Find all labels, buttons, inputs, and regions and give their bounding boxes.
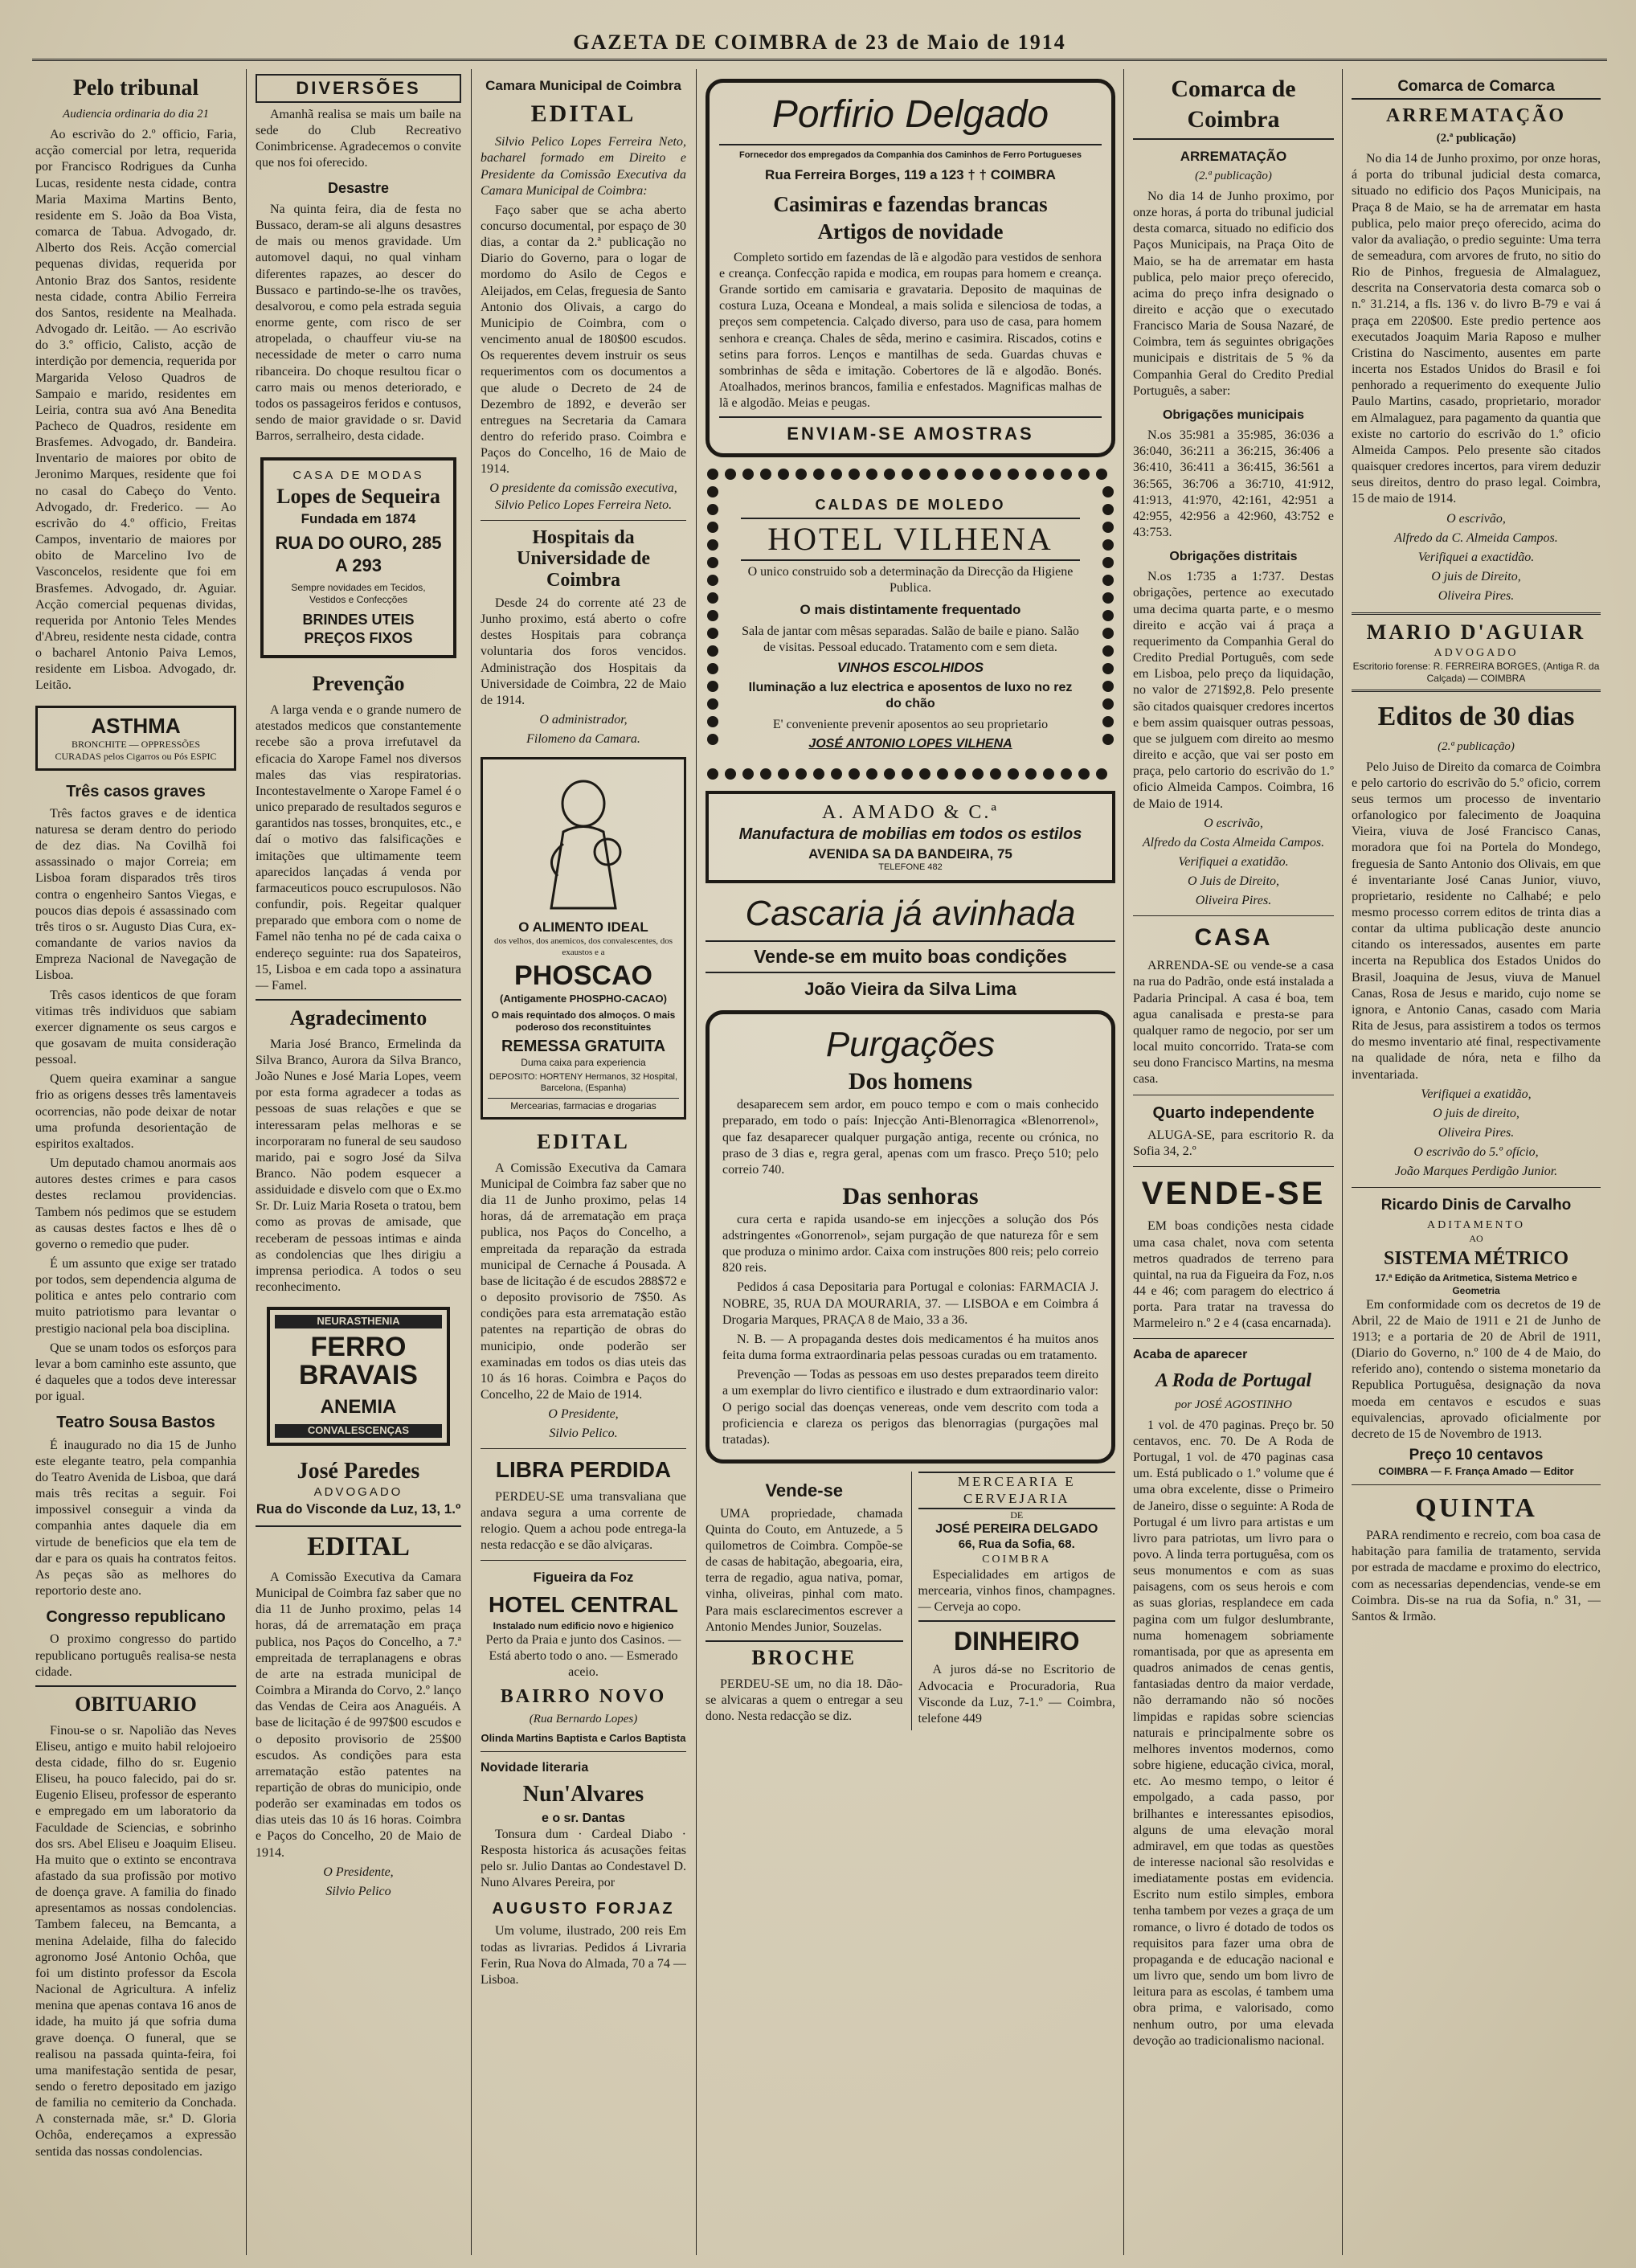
phoscao-audience: dos velhos, dos anemicos, dos convalescentes, dos exaustos e a [493, 935, 673, 957]
border-bead [813, 469, 824, 480]
casa-text: ARRENDA-SE ou vende-se a casa na rua do Padrão, onde está instalada a Padaria Principal. A casa é boa, tem agua canalisada e presta-se para qualquer ramo de negocio, por ser um local muito concorrido. Trata-se com seu dono Francisco Martins, na mesma casa. [1133, 959, 1334, 1087]
arrematacao-sig3: Verifiquei a exatidão. [1178, 854, 1289, 869]
column-5 [1133, 69, 1334, 2255]
border-bead [1102, 522, 1114, 533]
vende-se-title: Vende-se [765, 1480, 844, 1500]
paredes-role: ADVOGADO [313, 1484, 403, 1499]
bottom-right-ads [911, 1472, 1116, 1730]
phoscao-title: PHOSCAO [514, 960, 652, 991]
border-bead [1102, 681, 1114, 692]
mario-aguiar-ad [1352, 612, 1601, 692]
hospitais-text: Desde 24 do corrente até 23 de Junho proximo, está aberto o cofre destes Hospitais para cobrança voluntaria dos foros vencidos. Administração dos Hospitais da Universidade de Coimbra, 22 de Maio de 1914. [481, 596, 686, 707]
sistema-text: Em conformidade com os decretos de 19 de Abril, 22 de Maio de 1911 e 21 de Junho de 1913; e a portaria de 20 de Abril de 1911, (Diario do Governo, n.º 100 de 4 de Maio, do referido ano), contendo o sistema monetario da Republica Portuguêsa, designação da nova moeda em centavos e escudos e suas equivalencias, aprovado oficialmente por decreto de 15 de Novembro de 1913. [1352, 1297, 1601, 1441]
tres-casos-text: Que se unam todos os esforços para levar a bom caminho este assunto, que é daqueles que a todos deve interessar por igual. [35, 1341, 236, 1404]
hospitais-signature-role: O administrador, [539, 713, 628, 727]
broche-title: BROCHE [706, 1640, 903, 1672]
tribunal-subtitle: Audiencia ordinaria do dia 21 [63, 108, 209, 121]
border-bead [1043, 469, 1054, 480]
porfirio-address: Rua Ferreira Borges, 119 a 123 † † COIMBRA [765, 167, 1056, 183]
bairro-novo-title: BAIRRO NOVO [500, 1685, 667, 1707]
arrematacao-text: No dia 14 de Junho proximo, por onze horas, á porta do tribunal judicial desta comarca, situado no edificio dos Paços Municipais, na Praça 8 de Maio, se ha de arrematar em hasta publica, pelo maior preço oferecido, acima do valor da avaliação, o predio seguinte: Uma terra de semeadura, com arvores de fruto, no sitio do Rio de Pinhos, freguesia de Almalaguez, descrita na Conservatoria desta comarca sob o n.º 31.214, a fls. 136 v. do livro B-79 e vai á praça em 220$00. Este predio pertence aos executados Joaquim Maria Raposo e mulher Cristina do Nascimento, ausentes em parte incerta nos Estados Unidos do Brasil e foi penhorado a requerimento do exequente Julio Paulo Martins, casado, proprietario, morador em Almalaguez, para pagamento da quantia que existe no cartorio do escrivão do 1.º oficio Almeida Campos. Pelo presente são citados quaisquer credores incertos, para virem deduzir seus direitos, dentro do praso legal. Coimbra, 15 de maio de 1914. [1352, 152, 1601, 506]
column-2 [256, 69, 461, 2255]
border-bead [831, 469, 842, 480]
casa-title: CASA [1194, 924, 1273, 952]
editos-text: Pelo Juiso de Direito da comarca de Coimbra e pelo cartorio do escrivão do 5.º oficio, correm seus termos um processo de inventario orfanologico por falecimento de Joaquina Vieira, viuva de José Francisco Canas, moradora que foi na Portela do Mondego, freguesia de Santo Antonio dos Olivais, em que é inventariante José Canas Junior, viuvo, proprietario, residente no Calhabé; e pelo mesmo processo correm editos de trinta dias a contar da ultima publicação deste anuncio citando os interessados, ausentes em parte incerta na Republica dos Estados Unidos do Brasil, Joaquina de Jesus, viuva de Manuel Canas, Rosa de Jesus e marido, cujo nome se ignora, e Antonio Canas, casado com Maria Rita de Jesus, para assistirem a todos os termos do mesmo inventario até final, respectivamente na qualidade de nóra, neta e filho da inventariada. [1352, 759, 1601, 1082]
comarca-title: Comarca de Coimbra [1133, 74, 1334, 140]
column-rule [246, 69, 247, 2255]
column-rule [471, 69, 472, 2255]
forjaz-title: AUGUSTO FORJAZ [492, 1900, 675, 1918]
tribunal-title: Pelo tribunal [72, 76, 199, 100]
porfirio-subtitle: Fornecedor dos empregados da Companhia dos Caminhos de Ferro Portugueses [738, 150, 1082, 161]
purgacoes-women-heading: Das senhoras [842, 1183, 979, 1210]
mercearia-text: Especialidades em artigos de mercearia, vinhos finos, champagnes. — Cerveja ao copo. [918, 1567, 1115, 1614]
porfirio-heading-1: Casimiras e fazendas brancas [773, 191, 1048, 216]
arrematacao-sig1: O escrivão, [1204, 816, 1263, 830]
border-bead [919, 768, 930, 780]
modas-name: Lopes de Sequeira [276, 485, 440, 509]
paredes-name: José Paredes [297, 1458, 420, 1484]
border-bead [707, 575, 718, 586]
border-bead [707, 681, 718, 692]
border-bead [707, 486, 718, 497]
mario-name: MARIO D'AGUIAR [1366, 620, 1586, 645]
border-bead [1102, 486, 1114, 497]
paredes-ad [256, 1457, 461, 1518]
tres-casos-title: Três casos graves [66, 782, 206, 800]
border-bead [1096, 469, 1107, 480]
edital2-text: A Comissão Executiva da Camara Municipal de Coimbra faz saber que no dia 11 de Junho proximo, pelas 14 horas, dá de arrematação em praça publica, nos Paços do Concelho, a empreitada da reparação da estrada municipal de Cernache á Pousada. A base de licitação é de escudos 288$72 e o deposito provisorio de 7$50. As condições para esta arrematação estão patentes na repartição de obras do municipio, onde poderão ser examinadas em todos os dias uteis das 10 ás 16 horas. Coimbra e Paços do Concelho, 22 de Maio de 1914. [481, 1161, 686, 1402]
vilhena-lighting: Iluminação a luz electrica e aposentos de luxo no rez do chão [748, 680, 1073, 710]
border-bead [972, 768, 984, 780]
tres-casos-text: É um assunto que exige ser tratado por todos, sem dependencia alguma de politica e antes pelo contrario com muito patriotismo para levantar o prestigio nacional pela boa disciplina. [35, 1257, 236, 1336]
arrematacao-title: ARREMATAÇÃO [1385, 104, 1567, 126]
border-bead [707, 522, 718, 533]
hospitais-title: Hospitais da Universidade de Coimbra [516, 526, 650, 591]
quarto-text: ALUGA-SE, para escritorio R. da Sofia 34, 2.º [1133, 1128, 1334, 1158]
editos-sig1: Verifiquei a exatidão, [1421, 1087, 1532, 1101]
teatro-text: É inaugurado no dia 15 de Junho este elegante teatro, pela companhia do Teatro Avenida de Lisboa, que dará mais três recitas a seguir. Foi impossivel conseguir a vinda da companhia antes daquele dia em virtude de beneficios que ela tem de dar e para os quais ha contratos feitos. As peças são as melhores do reportorio deste ano. [35, 1438, 236, 1598]
column-rule [1342, 69, 1343, 2255]
cascaria-owner: João Vieira da Silva Lima [804, 979, 1016, 1000]
hotel-central-title: HOTEL CENTRAL [489, 1591, 678, 1617]
edital-signature-role: O Presidente, [323, 1865, 394, 1879]
novidade-title: Novidade literaria [481, 1761, 589, 1775]
cascaria-title: Cascaria já avinhada [745, 893, 1076, 933]
mercearia-de: DE [1010, 1509, 1024, 1521]
column-rule [696, 69, 697, 2255]
phoscao-ideal: O ALIMENTO IDEAL [518, 919, 648, 935]
edital-text: A Comissão Executiva da Camara Municipal de Coimbra faz saber que no dia 11 de Junho proximo, pelas 14 horas, dá de arrematação em praça publica, nos Paços do Concelho, a 7.ª empreitada de terraplanagens e obras de arte na estrada municipal de Coimbra a Miranda do Corvo, 2.º lanço das Vendas de Ceira aos Anaguéis. A base de licitação é de 997$00 escudos e o deposito provisorio de 25$00 escudos. As condições para esta arrematação estão patentes na repartição de obras do municipio, onde poderão ser examinadas em todos os dias uteis das 10 ás 16 horas. Coimbra e Paços do Concelho, 20 de Maio de 1914. [256, 1570, 461, 1860]
acaba-title: Acaba de aparecer [1133, 1348, 1248, 1362]
edital2-signature-role: O Presidente, [548, 1407, 619, 1422]
purgacoes-note: N. B. — A propaganda destes dois medicamentos é ha muitos anos feita duma forma extraordinaria pelas pessoas curadas ou em tratamento. [722, 1332, 1098, 1363]
modas-gifts: BRINDES UTEIS [302, 612, 415, 628]
libra-text: PERDEU-SE uma transvaliana que andava segura a uma corrente de relogio. Quem a achou pode entrega-la nesta redacção e se dão alviçaras. [481, 1489, 686, 1553]
border-bead [1008, 469, 1019, 480]
dinheiro-text: A juros dá-se no Escritorio de Advocacia e Procuradoria, Rua Visconde da Luz, 7-1.º — Coimbra, telefone 449 [918, 1663, 1115, 1726]
editos-title: Editos de 30 dias [1377, 701, 1575, 731]
purgacoes-prevention: Prevenção — Todas as pessoas em uso destes preparados teem direito a um exemplar do livro cientifico e ilustrado e dum extraordinario valor: O perigo social das doenças venereas, onde vem descrito com toda a proficiencia e clareza os perigos das blenorragias (purgações mal tratadas). [722, 1368, 1098, 1447]
border-bead [937, 469, 948, 480]
column-1 [35, 69, 236, 2255]
roda-author: por JOSÉ AGOSTINHO [1175, 1398, 1292, 1411]
sistema-title: SISTEMA MÉTRICO [1383, 1248, 1569, 1270]
border-bead [1102, 610, 1114, 621]
vilhena-wines: VINHOS ESCOLHIDOS [836, 660, 984, 676]
border-bead [707, 469, 718, 480]
mario-role: ADVOGADO [1434, 647, 1519, 660]
border-bead [707, 557, 718, 568]
amado-phone: TELEFONE 482 [878, 862, 943, 872]
obrigacoes-municipais-text: N.os 35:981 a 35:985, 36:036 a 36:040, 36:211 a 36:215, 36:406 a 36:410, 36:411 a 36:415, 36:561 a 36:565, 36:706 a 36:710, 41:912, 41:913, 41:970, 42:161, 42:951 a 42:955, 42:956 a 42:960, 43:752 e 43:753. [1133, 428, 1334, 540]
border-bead [796, 768, 807, 780]
border-bead [707, 592, 718, 604]
comarca-title: Comarca de Comarca [1352, 77, 1601, 100]
ferro-anemia: ANEMIA [320, 1395, 397, 1418]
agradecimento-text: Maria José Branco, Ermelinda da Silva Branco, Aurora da Silva Branco, João Nunes e José Maria Lopes, veem por esta forma agradecer a todas as pessoas de suas relações e que se interessaram pelas melhoras e se incorporaram no funeral de seu saudoso marido, pai e sogro José da Silva Branco. Não podem esquecer a assiduidade e disvelo com que o Ex.mo Sr. Dr. Luiz Maria Roseta o tratou, bem como as provas de amisade, que receberam de pessoas intimas e ainda as condolencias que lhes dirigiu a imprensa periodica. A todos o seu reconhecimento. [256, 1037, 461, 1295]
prevencao-text: A larga venda e o grande numero de atestados medicos que constantemente recebe são a prova irrefutavel da eficacia do Xarope Famel nos diversos males das vias respiratorias. Incontestavelmente o Xarope Famel é o unico preparado de resultados seguros e garantidos nas tosses, bronquites, etc., e daí o motivo das falsificações e imitações que ultimamente teem aparecidos lançadas á venda por farmaceuticos pouco escrupulosos. Não confundir, pois. Regeitar qualquer preparado que embora com o nome de Famel não tenha no pé de cada caixa o endereço seguinte: rua dos Sapateiros, 15, Lisboa e em cada topo a assinatura — Famel. [256, 703, 461, 993]
border-bead [707, 768, 718, 780]
border-bead [955, 469, 966, 480]
border-bead [778, 469, 789, 480]
cascaria-ad [706, 891, 1115, 1001]
ao: AO [1469, 1233, 1483, 1245]
arrematacao-sig2: Alfredo da C. Almeida Campos. [1394, 530, 1558, 545]
column-4 [706, 69, 1115, 2255]
border-bead [707, 628, 718, 639]
vende-se-title: VENDE-SE [1141, 1176, 1326, 1211]
phoscao-deposit: DEPOSITO: HORTENY Hermanos, 32 Hospital, Barcelona, (Espanha) [489, 1072, 678, 1094]
diversoes-title: DIVERSÕES [256, 74, 461, 103]
ferro-convalescencas: CONVALESCENÇAS [275, 1424, 442, 1437]
ferro-neurasthenia: NEURASTHENIA [275, 1315, 442, 1328]
tres-casos-text: Três casos identicos de que foram vitimas três individuos que sabiam exercer dignamente os seus cargos e que gosavam de muita consideração pessoal. [35, 988, 236, 1067]
border-bead [1102, 698, 1114, 710]
arrematacao-sig3: Verifiquei a exactidão. [1417, 550, 1535, 564]
border-bead [884, 469, 895, 480]
edital-title: EDITAL [530, 100, 636, 128]
asthma-subtitle: BRONCHITE — OPPRESSÕES [71, 739, 201, 751]
libra-title: LIBRA PERDIDA [495, 1457, 672, 1483]
masthead: GAZETA DE COIMBRA de 23 de Maio de 1914 [32, 24, 1607, 61]
border-bead [707, 716, 718, 727]
purgacoes-men-heading: Dos homens [848, 1068, 973, 1095]
border-bead [866, 469, 877, 480]
phoscao-tagline: O mais requintado dos almoços. O mais poderoso dos reconstituintes [491, 1009, 676, 1033]
column-6 [1352, 69, 1601, 2255]
vilhena-location: CALDAS DE MOLEDO [815, 497, 1006, 514]
broche-text: PERDEU-SE um, no dia 18. Dão-se alvicaras a quem o entregar a seu dono. Nesta redacção se diz. [706, 1676, 903, 1724]
vilhena-frequented: O mais distintamente frequentado [800, 602, 1021, 618]
editos-subtitle: (2.ª publicação) [1438, 739, 1515, 753]
border-bead [1078, 469, 1090, 480]
purgacoes-title: Purgações [825, 1024, 996, 1064]
figueira-title: Figueira da Foz [533, 1570, 634, 1586]
border-bead [902, 768, 913, 780]
column-3 [481, 69, 686, 2255]
nunalvares-subtitle: e o sr. Dantas [541, 1811, 626, 1825]
border-bead [796, 469, 807, 480]
arrematacao-subtitle: (2.ª publicação) [1195, 170, 1272, 182]
border-bead [849, 469, 860, 480]
border-bead [990, 768, 1001, 780]
border-bead [1096, 768, 1107, 780]
border-bead [990, 469, 1001, 480]
asthma-title: ASTHMA [91, 713, 181, 738]
obrigacoes-municipais-title: Obrigações municipais [1162, 407, 1305, 422]
border-bead [1061, 768, 1072, 780]
border-bead [760, 768, 771, 780]
border-bead [778, 768, 789, 780]
border-bead [742, 469, 754, 480]
phoscao-ad [481, 757, 686, 1120]
quarto-title: Quarto independente [1152, 1103, 1315, 1122]
border-bead [707, 734, 718, 745]
phoscao-offer: REMESSA GRATUITA [501, 1037, 666, 1055]
bottom-left-ads [706, 1472, 903, 1730]
editos-sig2: O juis de direito, [1433, 1106, 1519, 1120]
border-bead [1102, 628, 1114, 639]
ferro-bravais-ad [267, 1307, 450, 1445]
column-rule [1123, 69, 1124, 2255]
border-bead [1043, 768, 1054, 780]
congresso-title: Congresso republicano [46, 1608, 226, 1627]
border-bead [725, 469, 736, 480]
border-bead [1102, 504, 1114, 515]
border-bead [884, 768, 895, 780]
bairro-novo-owners: Olinda Martins Baptista e Carlos Baptista [481, 1731, 686, 1744]
porfirio-title: Porfirio Delgado [719, 91, 1102, 145]
sistema-publisher: COIMBRA — F. França Amado — Editor [1378, 1464, 1574, 1477]
modas-address: RUA DO OURO, 285 A 293 [275, 533, 442, 576]
tres-casos-text: Um deputado chamou anormais aos autores destes crimes e para casos destes reclamou providencias. Tambem nós pedimos que se estudem as causas destes factos e lhes dê o governo o remedio que puder. [35, 1157, 236, 1251]
vende-se-text: UMA propriedade, chamada Quinta do Couto, em Antuzede, a 5 quilometros de Coimbra. Compõe-se de casas de habitação, abegoaria, eira, terra de regadio, agua nativa, pomar, vinha, oliveiras, pinhal com mato. Para mais esclarecimentos escrever a Antonio Mendes Junior, Souzelas. [706, 1506, 903, 1634]
quinta-title: QUINTA [1415, 1493, 1537, 1524]
mario-address: Escritorio forense: R. FERREIRA BORGES, (Antiga R. da Calçada) — COIMBRA [1352, 660, 1600, 684]
amado-tagline: Manufactura de mobilias em todos os estilos [738, 825, 1082, 844]
border-bead [1078, 768, 1090, 780]
bottom-ads-row [706, 1472, 1115, 1730]
edital-signature-name: Silvio Pelico [325, 1884, 391, 1898]
desastre-title: Desastre [327, 180, 390, 197]
cascaria-tagline: Vende-se em muito boas condições [706, 940, 1115, 973]
border-bead [1102, 592, 1114, 604]
border-bead [972, 469, 984, 480]
obituario-text: Finou-se o sr. Napolião das Neves Eliseu, antigo e muito habil relojoeiro desta cidade, filho do sr. Eugenio Eliseu, ha pouco falecido, pai do sr. Eugenio Eliseu, professor de esperanto e empregado em um laboratorio da Faculdade de Sciencias, e sobrinho dos srs. Abel Eliseu e Joaquim Eliseu. Ha muito que o extinto se encontrava afastado da sua profissão por motivo de doença grave. A familia do finado apresentamos as nossas condolencias. Tambem faleceu, na Bemcanta, a menina Adelaide, filha do falecido agronomo José Antonio Ochôa, que foi um distinto professor da Escola Nacional de Agricultura. A infeliz menina que apenas contava 16 anos de idade, ha muito já que sofria duma grave doença. O funeral, que se realisou na passada quinta-feira, foi uma manifestação sentida de pesar, sendo o feretro depositado em jazigo de familia no cemiterio da Conchada. A consternada mãe, sr.ª D. Gloria Ochôa, endereçamos a expressão sentida das nossas condolencias. [35, 1723, 236, 2159]
casa-modas-ad [260, 457, 456, 658]
nunalvares-text: Tonsura dum · Cardeal Diabo · Resposta historica ás acusações feitas pelo sr. Julio Dantas ao Condestavel D. Nuno Alvares Pereira, por [481, 1827, 686, 1890]
amado-title: A. AMADO & C.ª [822, 802, 999, 824]
arrematacao-sig5: Oliveira Pires. [1195, 894, 1272, 908]
mercearia-city: COIMBRA [982, 1553, 1052, 1566]
border-bead [919, 469, 930, 480]
quinta-text: PARA rendimento e recreio, com boa casa de habitação para familia de tratamento, servida por estrada de macdame e proximo do electrico, com as necessarias dependencias, vende-se em Coimbra. Dis-se na rua da Sofia, n.º 31, — Santos & Irmão. [1352, 1529, 1601, 1623]
modas-label: CASA DE MODAS [292, 469, 424, 483]
edital-title: EDITAL [256, 1525, 461, 1565]
border-bead [955, 768, 966, 780]
paredes-address: Rua do Visconde da Luz, 13, 1.º [256, 1500, 461, 1517]
sistema-price: Preço 10 centavos [1409, 1447, 1544, 1464]
purgacoes-ad [706, 1010, 1115, 1464]
border-bead [707, 645, 718, 657]
edital-signature: O presidente da comissão executiva, Silvio Pelico Lopes Ferreira Neto. [489, 481, 677, 512]
border-bead [937, 768, 948, 780]
roda-title: A Roda de Portugal [1155, 1369, 1312, 1391]
border-bead [1102, 663, 1114, 674]
phoscao-stores: Mercearias, farmacias e drogarias [488, 1098, 679, 1112]
diversoes-text: Amanhã realisa se mais um baile na sede do Club Recreativo Conimbricense. Agradecemos o convite que nos foi oferecido. [256, 107, 461, 170]
tres-casos-text: Quem queira examinar a sangue frio as origens desses três lamentaveis ocorrencias, não pode deixar de notar uma profunda desorientação de espiritos exaltados. [35, 1072, 236, 1151]
vilhena-amenities: Sala de jantar com mêsas separadas. Salão de baile e piano. Salão de visitas. Pessoal educado. Tratamento com e sem dieta. [742, 624, 1079, 654]
amado-ad [706, 791, 1115, 883]
arrematacao-sig2: Alfredo da Costa Almeida Campos. [1142, 835, 1325, 849]
arrematacao-text: No dia 14 de Junho proximo, por onze horas, á porta do tribunal judicial desta comarca, situado no edificio dos Paços Municipais, na Praça Oito de Maio, se ha de arrematar em hasta publica, pelo maior preço oferecido, acima do preço infra designado o direito e acção que o executado Francisco Maria de Sousa Nazaré, de Coimbra, tem ás seguintes obrigações municipais e distritais de 5 % da Companhia Geral do Credito Predial Português, a saber: [1133, 189, 1334, 398]
roda-text: 1 vol. de 470 paginas. Preço br. 50 centavos, enc. 70. De A Roda de Portugal, 1 vol. de 470 paginas casa um. Está publicado o 1.º volume que é uma obra excelente, disse o Primeiro de Janeiro, disse o seguinte: A Roda de Portugal é um livro para artistas e um livro para patriotas, um livro para o povo. A linda terra portuguêsa, com os seus monumentos e com as suas paisagens, com os seus herois e com as suas glorias, resplandece em cada pagina com um fulgor deslumbrante, numa homenagem sobriamente romantisada, por que as apresenta em quadros animados de cenas gentis, fantasiadas dentro da maior verdade, não derramando não só nocões limpidas e rapidas sobre sciencias naturais e principalmente sobre os melhores inventos modernos, como sobre higiene, educação civica, moral, etc. Ao mesmo tempo, o leitor é empolgado, a cada passo, por brilhantes e interessantes episodios, alguns de uma elevação moral admiravel, em que todas as questões de interesse nacional são resolvidas e imediatamente postas em evidencia. Escrito num estilo simples, embora tenha tambem por vezes a graça de um romance, o livro é dotado de todos os requisitos para fazer uma obra de propaganda e de educação nacional e um livro que, sendo um bom livro de leitura para as escolas, é tambem uma obra prima, e valorisado, como nenhum outro, por uma elevada devoção ao tradicionalismo nacional. [1133, 1418, 1334, 2048]
border-bead [707, 504, 718, 515]
vende-se-text: EM boas condições nesta cidade uma casa chalet, nova com setenta metros quadrados de terreno para quintal, na rua da Figueira da Foz, n.os 44 e 46; com paragem do electrico á porta. Para tratar na travessa do Marmeleiro n.º 2 e 4 (casa encarnada). [1133, 1219, 1334, 1331]
mercearia-ad [918, 1472, 1116, 1615]
edital-subtitle: Silvio Pelico Lopes Ferreira Neto, bacharel formado em Direito e Presidente da Comissão Executiva da Camara Municipal de Coimbra: [481, 135, 686, 198]
edital2-title: EDITAL [537, 1130, 630, 1154]
border-bead [707, 539, 718, 551]
border-bead [725, 768, 736, 780]
arrematacao-title: ARREMATAÇÃO [1180, 148, 1287, 164]
porfirio-heading-2: Artigos de novidade [817, 219, 1004, 244]
arrematacao-sig5: Oliveira Pires. [1438, 589, 1515, 604]
amado-address: AVENIDA SA DA BANDEIRA, 75 [808, 845, 1012, 862]
arrematacao-sig4: O Juis de Direito, [1187, 874, 1280, 889]
border-bead [1102, 575, 1114, 586]
hotel-vilhena-ad [706, 467, 1115, 781]
modas-prices: PREÇOS FIXOS [304, 629, 413, 646]
border-bead [1025, 768, 1037, 780]
modas-founded: Fundada em 1874 [301, 511, 416, 526]
vilhena-owner: JOSÉ ANTONIO LOPES VILHENA [808, 737, 1012, 751]
desastre-text: Na quinta feira, dia de festa no Bussaco, deram-se ali alguns desastres de mais ou menos gravidade. Um automovel daqui, no qual vinham diferentes rapazes, ao descer do Bussaco e partindo-se-lhe os travões, desalvorou, e como pela estrada seguia enorme gente, com risco de ser atropelada, o chauffeur viu-se na necessidade de meter o carro numa ribanceira. Do choque resultou ficar o carro mais ou menos deteriorado, e todos os passageiros feridos e contusos, sendo de maior gravidade o sr. David Barros, serralheiro, desta cidade. [256, 203, 461, 444]
edital2-signature-name: Silvio Pelico. [549, 1427, 618, 1441]
prevencao-title: Prevenção [312, 672, 405, 696]
editos-sig5: João Marques Perdigão Junior. [1394, 1165, 1558, 1179]
border-bead [1025, 469, 1037, 480]
vilhena-unique: O unico construido sob a determinação da Direcção da Higiene Publica. [747, 565, 1074, 596]
vilhena-title: HOTEL VILHENA [741, 518, 1080, 561]
mercearia-owner: JOSÉ PEREIRA DELGADO [935, 1521, 1098, 1536]
hospitais-signature-name: Filomeno da Camara. [526, 732, 640, 747]
hotel-central-subtitle: Instalado num edificio novo e higienico [493, 1620, 674, 1632]
border-bead [1102, 734, 1114, 745]
border-bead [707, 610, 718, 621]
phoscao-offer-detail: Duma caixa para experiencia [521, 1057, 646, 1069]
border-bead [707, 698, 718, 710]
border-bead [707, 663, 718, 674]
purgacoes-men-text: desaparecem sem ardor, em pouco tempo e com o mais conhecido preparado, em todo o país: Injecção Anti-Blenorragica «Blenorrenol», que faz desaparecer qualquer purgação antiga, recente ou crónica, no praso de 3 dias e, regra geral, apenas com um frasco. Preço 510; pelo correio 740. [722, 1098, 1098, 1177]
editos-sig4: O escrivão do 5.º ofício, [1413, 1145, 1539, 1160]
border-bead [1061, 469, 1072, 480]
modas-novelty: Sempre novidades em Tecidos, Vestidos e Confecções [291, 581, 426, 605]
border-bead [1102, 716, 1114, 727]
border-bead [760, 469, 771, 480]
tribunal-text: Ao escrivão do 2.º officio, Faria, acção comercial por letra, requerida por Francisco Rodrigues da Cunha Lucas, residente nesta cidade, contra Maria Maxima Martins Bento, residente em S. João da Boa Vista, comarca de Tabua. Advogado, dr. Alberto dos Reis. Acção comercial pequenas dividas, requerida por Antonio Braz dos Santos, residente nesta cidade, contra Abilio Ferreira dos Santos, residente na Mealhada. Advogado dr. Leitão. — Ao escrivão do 3.º officio, Calisto, acção de interdição por demencia, requerida por Margarida Veloso Quadros de Sampaio e marido, residentes em Leiria, contra sua avó Ana Benedita Pacheco de Quadros, residente em Brasfemes. Advogado, dr. Bandeira. Inventario de maiores por obito de Jeronimo Marques, residente que foi no casal do Cabeço do Vento. Advogado, dr. Frederico. — Ao escrivão do 4.º officio, Freitas Campos, inventario de maiores por obito de Marcelino Ivo de Vasconcelos, residente que foi em Brasfemes. Advogado, dr. Aguiar. Acção comercial pequenas dividas, requerida por Antonio Teles Mendes d'Abreu, residente nesta cidade, contra o bacharel Antonio Paiva Lemos, residente em Lisboa. Advogado, dr. Leitão. [35, 128, 236, 693]
purgacoes-women-text: cura certa e rapida usando-se em injecções a solução dos Pós adstringentes «Gonorrenol», sejam purgação de que natureza fôr e sem que produza o minimo ardor. Caixa com instruções 800 reis; pelo correio 820 reis. [722, 1212, 1098, 1275]
edital-text: Faço saber que se acha aberto concurso documental, por espaço de 30 dias, a contar da 2.ª publicação no Diario do Governo, para o logar de mordomo do Asilo de Cegos e Aleijados, em Celas, freguesia de Santo Antonio dos Olivais, a cargo do Municipio de Coimbra, com o vencimento anual de 180$00 escudos. Os requerentes devem instruir os seus requerimentos com os documentos a que alude o Decreto de 24 de Dezembro de 1892, e deverão ser entregues na Secretaria da Camara dentro do referido praso. Coimbra e Paços do Concelho, 16 de Maio de 1914. [481, 203, 686, 477]
phoscao-former-name: (Antigamente PHOSPHO-CACAO) [499, 993, 667, 1005]
obrigacoes-distritais-title: Obrigações distritais [1169, 550, 1298, 564]
editos-sig3: Oliveira Pires. [1438, 1126, 1515, 1140]
phoscao-illustration [488, 769, 679, 914]
arrematacao-sig4: O juis de Direito, [1431, 569, 1521, 583]
tres-casos-text: Três factos graves e de identica naturesa se deram dentro do periodo de dez dias. Na Covilhã foi assassinado o major Correia; em Lisboa foram disparados três tiros contra o engenheiro Santos Viegas, e poucos dias depois é assassinado com três tiros o sr. Augusto Dias Cura, ex-comandante de varios navios da Empreza Nacional de Navegação de Lisboa. [35, 806, 236, 983]
arrematacao-subtitle: (2.ª publicação) [1436, 132, 1516, 145]
mercearia-title: MERCEARIA E CERVEJARIA [918, 1472, 1116, 1509]
sistema-subtitle: 17.ª Edição da Aritmetica, Sistema Metrico e Geometria [1375, 1272, 1577, 1296]
arrematacao-sig1: O escrivão, [1446, 511, 1506, 526]
bairro-novo-subtitle: (Rua Bernardo Lopes) [529, 1712, 638, 1726]
asthma-text: CURADAS pelos Cigarros ou Pós ESPIC [55, 751, 217, 763]
congresso-text: O proximo congresso do partido republicano português realisa-se nesta cidade. [35, 1632, 236, 1679]
agradecimento-title: Agradecimento [256, 999, 461, 1032]
border-bead [813, 768, 824, 780]
aditamento: ADITAMENTO [1427, 1219, 1525, 1232]
border-bead [1102, 645, 1114, 657]
border-bead [849, 768, 860, 780]
border-bead [902, 469, 913, 480]
porfirio-footer: ENVIAM-SE AMOSTRAS [719, 416, 1102, 445]
ferro-title: FERRO BRAVAIS [299, 1331, 418, 1391]
porfirio-text: Completo sortido em fazendas de lã e algodão para vestidos de senhora e creança. Confecção rapida e modica, em roupas para homem e creança. Grande sortido em camisaria e gravataria. Deposito de maquinas de costura Luza, Oceana e Mondeal, a mais solida e silenciosa de todas, a preços sem competencia. Calçado diverso, para uso de casa, para homem senhora e creança. Chales de sêda, merino e casimira. Riscados, cotins e setins para forros. Lenços e mantilhas de seda. Guardas chuvas e sombrinhas de sêda e imitação. Cobertores de lã e algodão. Bonés. Atoalhados, merinos brancos, familia e enfestados. Magnificas malhas de lã e algodão. Meias e peugas. [719, 250, 1102, 411]
ricardo-title: Ricardo Dinis de Carvalho [1380, 1196, 1572, 1214]
border-bead [831, 768, 842, 780]
forjaz-text: Um volume, ilustrado, 200 reis Em todas as livrarias. Pedidos á Livraria Ferin, Rua Nova do Almada, 70 a 74 — Lisboa. [481, 1924, 686, 1987]
obrigacoes-distritais-text: N.os 1:735 a 1:737. Destas obrigações, pertence ao executado uma decima quarta parte, e o mesmo direito e acção vai á praça a requerimento da Companhia Geral do Credito Predial Português, com sede em Lisboa, pelo preço da liquidação, no valor de 271$92,8. Pelo presente são citados quaisquer credores incertos e bem assim quaisquer outras pessoas, que se julguem com direito ao mesmo direito e acção, que vai ser posto em praça, pelo cartorio do escrivão do 1.º oficio Almeida Campos. Coimbra, 16 de Maio de 1914. [1133, 570, 1334, 811]
border-bead [866, 768, 877, 780]
mercearia-address: 66, Rua da Sofia, 68. [958, 1537, 1075, 1552]
border-bead [1008, 768, 1019, 780]
asthma-ad [35, 706, 236, 771]
porfirio-delgado-ad [706, 79, 1115, 457]
vilhena-note: E' conveniente prevenir aposentos ao seu proprietario [772, 717, 1049, 731]
border-bead [1102, 539, 1114, 551]
border-bead [742, 768, 754, 780]
dinheiro-title: DINHEIRO [918, 1620, 1116, 1657]
obituario-title: OBITUARIO [35, 1685, 236, 1718]
border-bead [1102, 557, 1114, 568]
purgacoes-orders: Pedidos á casa Depositaria para Portugal e colonias: FARMACIA J. NOBRE, 35, RUA DA MOURARIA, 37. — LISBOA e em Coimbra á Drogaria Marques, PRAÇA 8 de Maio, 33 a 36. [722, 1280, 1098, 1327]
camara-title: Camara Municipal de Coimbra [485, 78, 681, 93]
teatro-title: Teatro Sousa Bastos [56, 1414, 215, 1432]
nunalvares-title: Nun'Alvares [522, 1782, 644, 1807]
hotel-central-text: Perto da Praia e junto dos Casinos. — Está aberto todo o ano. — Esmerado aceio. [485, 1633, 681, 1680]
